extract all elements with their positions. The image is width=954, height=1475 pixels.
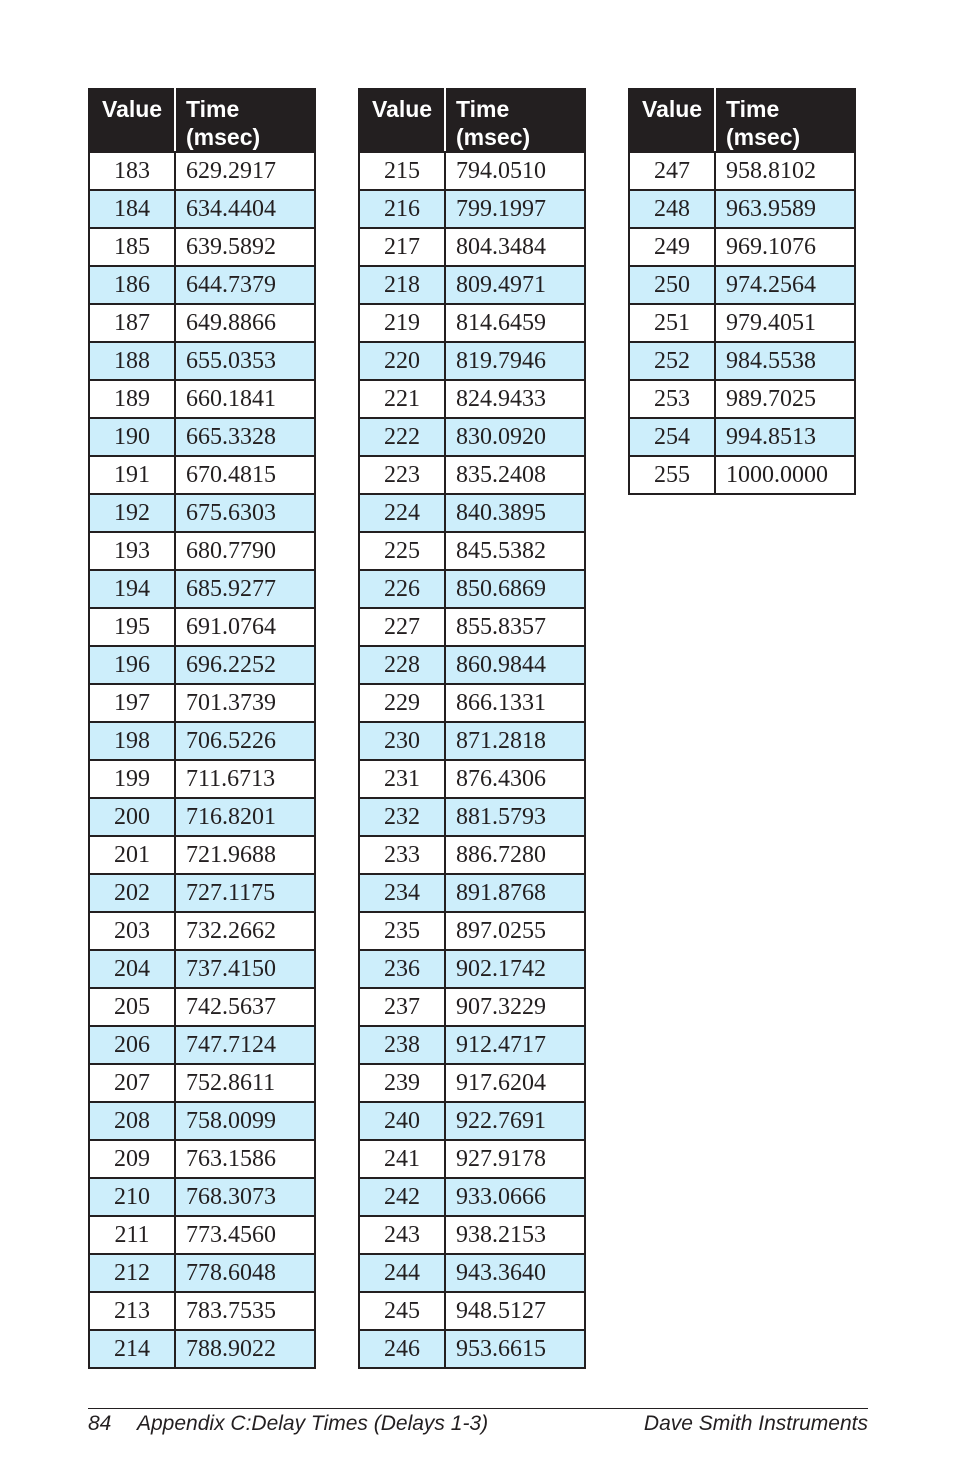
table-row <box>89 988 315 1026</box>
page-number: 84 <box>88 1412 112 1435</box>
time-cell: 912.4717 <box>445 1026 585 1064</box>
time-cell: 824.9433 <box>445 380 585 418</box>
table-row <box>89 1292 315 1330</box>
table-row <box>89 1026 315 1064</box>
time-column-header <box>715 89 855 152</box>
table-row <box>89 836 315 874</box>
value-cell: 188 <box>89 342 175 380</box>
value-cell: 183 <box>89 152 175 190</box>
table-row <box>89 874 315 912</box>
value-cell: 237 <box>359 988 445 1026</box>
value-cell: 201 <box>89 836 175 874</box>
time-header-line1: Time <box>186 96 240 122</box>
value-cell: 212 <box>89 1254 175 1292</box>
time-cell: 763.1586 <box>175 1140 315 1178</box>
value-cell: 239 <box>359 1064 445 1102</box>
table-row <box>359 418 585 456</box>
value-cell: 210 <box>89 1178 175 1216</box>
value-cell: 197 <box>89 684 175 722</box>
value-cell: 211 <box>89 1216 175 1254</box>
time-cell: 943.3640 <box>445 1254 585 1292</box>
table-row <box>359 798 585 836</box>
table-row <box>629 342 855 380</box>
value-cell: 246 <box>359 1330 445 1368</box>
time-cell: 799.1997 <box>445 190 585 228</box>
time-cell: 758.0099 <box>175 1102 315 1140</box>
value-column-header: Value <box>359 89 445 152</box>
table-row <box>89 1064 315 1102</box>
table-row <box>89 1330 315 1368</box>
table-row <box>359 1330 585 1368</box>
value-cell: 251 <box>629 304 715 342</box>
value-cell: 219 <box>359 304 445 342</box>
value-cell: 220 <box>359 342 445 380</box>
time-cell: 938.2153 <box>445 1216 585 1254</box>
table-row <box>359 190 585 228</box>
time-cell: 711.6713 <box>175 760 315 798</box>
time-cell: 994.8513 <box>715 418 855 456</box>
table-row <box>359 1064 585 1102</box>
table-row <box>89 722 315 760</box>
value-cell: 214 <box>89 1330 175 1368</box>
value-cell: 224 <box>359 494 445 532</box>
table-row <box>89 570 315 608</box>
value-cell: 199 <box>89 760 175 798</box>
time-cell: 768.3073 <box>175 1178 315 1216</box>
value-cell: 194 <box>89 570 175 608</box>
value-cell: 245 <box>359 1292 445 1330</box>
table-row <box>359 1292 585 1330</box>
value-cell: 189 <box>89 380 175 418</box>
value-cell: 185 <box>89 228 175 266</box>
value-cell: 227 <box>359 608 445 646</box>
time-cell: 969.1076 <box>715 228 855 266</box>
time-cell: 680.7790 <box>175 532 315 570</box>
time-header-line2: (msec) <box>186 124 261 150</box>
value-cell: 231 <box>359 760 445 798</box>
time-cell: 835.2408 <box>445 456 585 494</box>
value-cell: 195 <box>89 608 175 646</box>
value-cell: 226 <box>359 570 445 608</box>
time-cell: 963.9589 <box>715 190 855 228</box>
value-cell: 209 <box>89 1140 175 1178</box>
time-cell: 747.7124 <box>175 1026 315 1064</box>
table-row <box>359 722 585 760</box>
value-cell: 223 <box>359 456 445 494</box>
time-cell: 706.5226 <box>175 722 315 760</box>
time-cell: 917.6204 <box>445 1064 585 1102</box>
table-row <box>359 988 585 1026</box>
value-cell: 198 <box>89 722 175 760</box>
value-cell: 190 <box>89 418 175 456</box>
value-cell: 250 <box>629 266 715 304</box>
table-row <box>89 152 315 190</box>
time-cell: 922.7691 <box>445 1102 585 1140</box>
delay-table-1 <box>88 88 316 1369</box>
value-cell: 221 <box>359 380 445 418</box>
table-row <box>359 1178 585 1216</box>
time-cell: 670.4815 <box>175 456 315 494</box>
table-row <box>359 646 585 684</box>
time-cell: 701.3739 <box>175 684 315 722</box>
time-cell: 819.7946 <box>445 342 585 380</box>
value-cell: 241 <box>359 1140 445 1178</box>
time-cell: 794.0510 <box>445 152 585 190</box>
time-cell: 850.6869 <box>445 570 585 608</box>
table-row <box>89 266 315 304</box>
table-row <box>89 608 315 646</box>
time-cell: 675.6303 <box>175 494 315 532</box>
time-cell: 737.4150 <box>175 950 315 988</box>
table-row <box>359 304 585 342</box>
time-cell: 696.2252 <box>175 646 315 684</box>
table-row <box>89 342 315 380</box>
time-cell: 752.8611 <box>175 1064 315 1102</box>
value-cell: 187 <box>89 304 175 342</box>
time-cell: 814.6459 <box>445 304 585 342</box>
time-cell: 783.7535 <box>175 1292 315 1330</box>
time-header-line2: (msec) <box>726 124 801 150</box>
time-cell: 891.8768 <box>445 874 585 912</box>
time-cell: 727.1175 <box>175 874 315 912</box>
table-row <box>89 228 315 266</box>
value-cell: 230 <box>359 722 445 760</box>
value-cell: 206 <box>89 1026 175 1064</box>
value-cell: 247 <box>629 152 715 190</box>
value-cell: 244 <box>359 1254 445 1292</box>
time-cell: 974.2564 <box>715 266 855 304</box>
value-cell: 229 <box>359 684 445 722</box>
time-cell: 644.7379 <box>175 266 315 304</box>
value-cell: 253 <box>629 380 715 418</box>
value-cell: 202 <box>89 874 175 912</box>
value-cell: 205 <box>89 988 175 1026</box>
delay-table-2 <box>358 88 586 1369</box>
table-row <box>359 152 585 190</box>
table-row <box>629 190 855 228</box>
time-header-line1: Time <box>726 96 780 122</box>
table-row <box>89 1254 315 1292</box>
delay-table-3 <box>628 88 856 495</box>
table-row <box>89 1216 315 1254</box>
table-row <box>359 1140 585 1178</box>
table-row <box>359 380 585 418</box>
value-cell: 204 <box>89 950 175 988</box>
table-row <box>359 494 585 532</box>
table-row <box>359 1102 585 1140</box>
time-cell: 953.6615 <box>445 1330 585 1368</box>
time-cell: 886.7280 <box>445 836 585 874</box>
time-cell: 655.0353 <box>175 342 315 380</box>
value-cell: 238 <box>359 1026 445 1064</box>
table-row <box>89 380 315 418</box>
time-cell: 948.5127 <box>445 1292 585 1330</box>
value-cell: 236 <box>359 950 445 988</box>
value-cell: 255 <box>629 456 715 494</box>
table-row <box>629 418 855 456</box>
table-row <box>89 760 315 798</box>
time-cell: 933.0666 <box>445 1178 585 1216</box>
table-row <box>89 1140 315 1178</box>
table-row <box>89 646 315 684</box>
value-cell: 200 <box>89 798 175 836</box>
table-row <box>359 1026 585 1064</box>
time-cell: 721.9688 <box>175 836 315 874</box>
footer-title: Appendix C:Delay Times (Delays 1-3) <box>137 1412 489 1435</box>
value-cell: 240 <box>359 1102 445 1140</box>
table-row <box>359 608 585 646</box>
value-cell: 232 <box>359 798 445 836</box>
table-row <box>89 190 315 228</box>
time-cell: 804.3484 <box>445 228 585 266</box>
table-row <box>89 798 315 836</box>
value-cell: 243 <box>359 1216 445 1254</box>
value-cell: 193 <box>89 532 175 570</box>
table-row <box>359 684 585 722</box>
time-cell: 958.8102 <box>715 152 855 190</box>
time-cell: 902.1742 <box>445 950 585 988</box>
value-cell: 248 <box>629 190 715 228</box>
table-header-row <box>359 89 585 152</box>
time-cell: 830.0920 <box>445 418 585 456</box>
value-column-header: Value <box>629 89 715 152</box>
table-header-row <box>629 89 855 152</box>
table-row <box>359 1254 585 1292</box>
value-cell: 207 <box>89 1064 175 1102</box>
footer-rule <box>88 1408 868 1409</box>
value-cell: 252 <box>629 342 715 380</box>
time-cell: 845.5382 <box>445 532 585 570</box>
value-cell: 249 <box>629 228 715 266</box>
time-cell: 1000.0000 <box>715 456 855 494</box>
time-cell: 665.3328 <box>175 418 315 456</box>
time-cell: 855.8357 <box>445 608 585 646</box>
time-header-line1: Time <box>456 96 510 122</box>
value-cell: 233 <box>359 836 445 874</box>
value-cell: 228 <box>359 646 445 684</box>
table-row <box>359 228 585 266</box>
table-row <box>359 456 585 494</box>
time-cell: 788.9022 <box>175 1330 315 1368</box>
value-cell: 216 <box>359 190 445 228</box>
value-cell: 192 <box>89 494 175 532</box>
time-cell: 897.0255 <box>445 912 585 950</box>
time-cell: 732.2662 <box>175 912 315 950</box>
table-row <box>629 304 855 342</box>
value-cell: 203 <box>89 912 175 950</box>
time-cell: 871.2818 <box>445 722 585 760</box>
time-cell: 639.5892 <box>175 228 315 266</box>
value-column-header: Value <box>89 89 175 152</box>
time-header-line2: (msec) <box>456 124 531 150</box>
value-cell: 186 <box>89 266 175 304</box>
time-cell: 634.4404 <box>175 190 315 228</box>
table-row <box>89 1102 315 1140</box>
time-cell: 927.9178 <box>445 1140 585 1178</box>
time-cell: 881.5793 <box>445 798 585 836</box>
table-row <box>359 836 585 874</box>
table-row <box>359 950 585 988</box>
time-cell: 742.5637 <box>175 988 315 1026</box>
table-row <box>359 342 585 380</box>
table-row <box>89 912 315 950</box>
table-row <box>629 456 855 494</box>
value-cell: 184 <box>89 190 175 228</box>
time-cell: 876.4306 <box>445 760 585 798</box>
time-cell: 809.4971 <box>445 266 585 304</box>
value-cell: 235 <box>359 912 445 950</box>
table-row <box>629 266 855 304</box>
time-cell: 629.2917 <box>175 152 315 190</box>
table-row <box>89 684 315 722</box>
table-row <box>89 494 315 532</box>
value-cell: 234 <box>359 874 445 912</box>
table-header-row <box>89 89 315 152</box>
value-cell: 225 <box>359 532 445 570</box>
time-cell: 649.8866 <box>175 304 315 342</box>
value-cell: 217 <box>359 228 445 266</box>
value-cell: 254 <box>629 418 715 456</box>
value-cell: 191 <box>89 456 175 494</box>
value-cell: 222 <box>359 418 445 456</box>
table-row <box>629 152 855 190</box>
table-row <box>89 418 315 456</box>
time-cell: 773.4560 <box>175 1216 315 1254</box>
table-row <box>359 912 585 950</box>
value-cell: 215 <box>359 152 445 190</box>
table-row <box>359 570 585 608</box>
table-row <box>89 456 315 494</box>
table-row <box>89 1178 315 1216</box>
table-row <box>89 304 315 342</box>
time-cell: 840.3895 <box>445 494 585 532</box>
table-row <box>359 532 585 570</box>
table-row <box>89 950 315 988</box>
value-cell: 196 <box>89 646 175 684</box>
value-cell: 208 <box>89 1102 175 1140</box>
table-row <box>359 760 585 798</box>
time-cell: 860.9844 <box>445 646 585 684</box>
table-row <box>629 380 855 418</box>
value-cell: 213 <box>89 1292 175 1330</box>
time-cell: 979.4051 <box>715 304 855 342</box>
time-cell: 866.1331 <box>445 684 585 722</box>
time-cell: 984.5538 <box>715 342 855 380</box>
time-column-header <box>175 89 315 152</box>
time-cell: 691.0764 <box>175 608 315 646</box>
table-row <box>629 228 855 266</box>
footer-brand: Dave Smith Instruments <box>643 1412 868 1435</box>
time-cell: 660.1841 <box>175 380 315 418</box>
time-column-header <box>445 89 585 152</box>
table-row <box>359 266 585 304</box>
time-cell: 685.9277 <box>175 570 315 608</box>
table-row <box>89 532 315 570</box>
table-row <box>359 1216 585 1254</box>
time-cell: 907.3229 <box>445 988 585 1026</box>
time-cell: 989.7025 <box>715 380 855 418</box>
time-cell: 716.8201 <box>175 798 315 836</box>
value-cell: 218 <box>359 266 445 304</box>
table-row <box>359 874 585 912</box>
time-cell: 778.6048 <box>175 1254 315 1292</box>
value-cell: 242 <box>359 1178 445 1216</box>
